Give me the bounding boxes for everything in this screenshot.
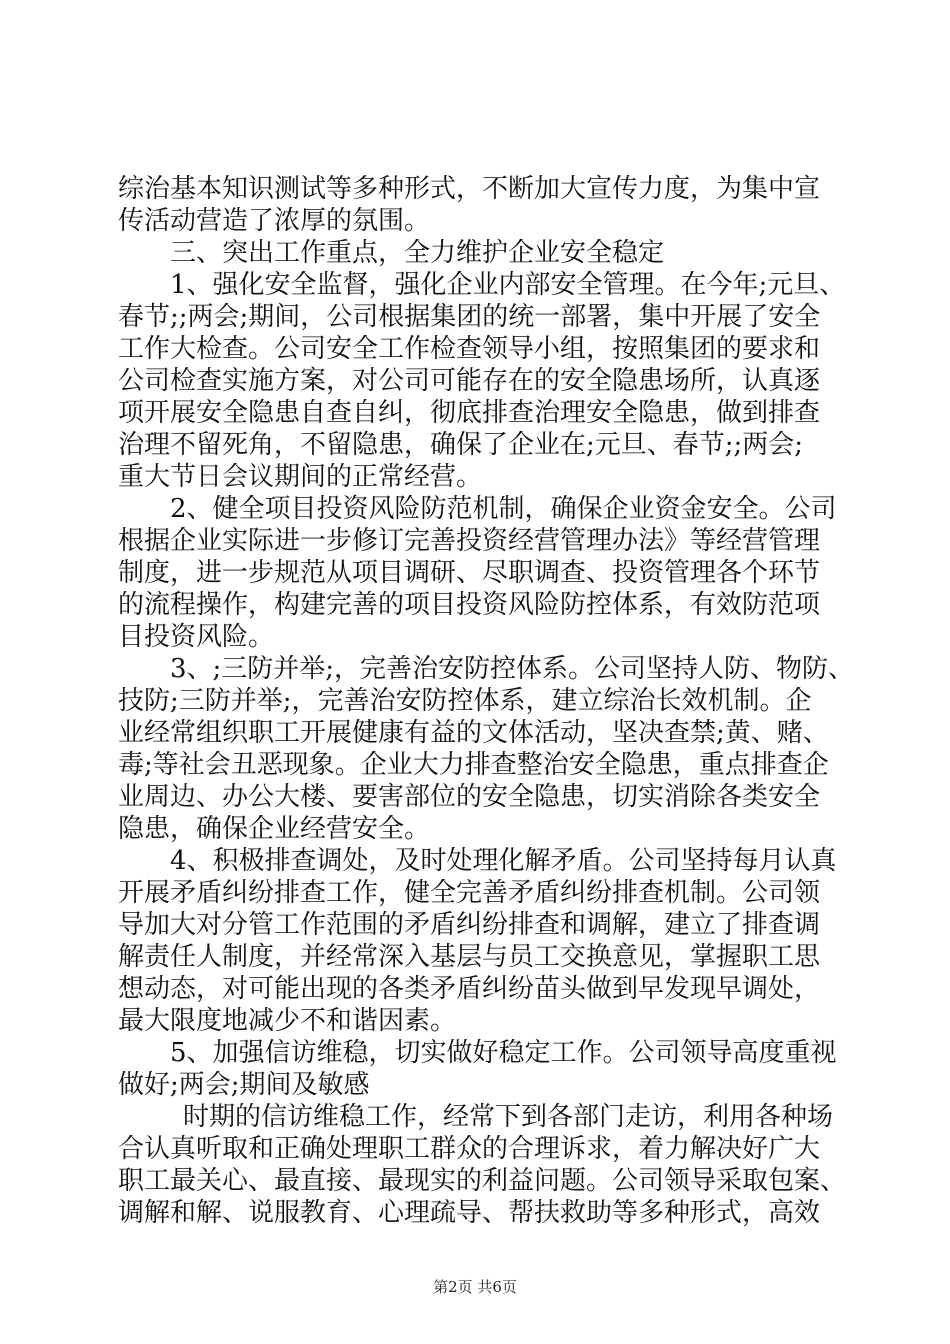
text-line: 毒;等社会丑恶现象。企业大力排查整治安全隐患，重点排查企 bbox=[118, 750, 829, 780]
text-line: 调解和解、说服教育、心理疏导、帮扶救助等多种形式，高效 bbox=[118, 1198, 821, 1228]
text-line: 合认真听取和正确处理职工群众的合理诉求，着力解决好广大 bbox=[118, 1134, 821, 1164]
text-line: 4、积极排查调处，及时处理化解矛盾。公司坚持每月认真 bbox=[170, 846, 837, 876]
text-line: 的流程操作，构建完善的项目投资风险防控体系，有效防范项 bbox=[118, 590, 821, 620]
text-line: 隐患，确保企业经营安全。 bbox=[118, 814, 431, 844]
text-line: 业经常组织职工开展健康有益的文体活动，坚决查禁;黄、赌、 bbox=[118, 718, 829, 748]
text-line: 3、;三防并举;，完善治安防控体系。公司坚持人防、物防、 bbox=[170, 654, 855, 684]
text-line: 重大节日会议期间的正常经营。 bbox=[118, 462, 483, 492]
section-heading: 三、突出工作重点，全力维护企业安全稳定 bbox=[170, 238, 665, 268]
text-line: 工作大检查。公司安全工作检查领导小组，按照集团的要求和 bbox=[118, 334, 821, 364]
page-number-footer: 第2页 共6页 bbox=[433, 1278, 517, 1296]
text-line: 导加大对分管工作范围的矛盾纠纷排查和调解，建立了排查调 bbox=[118, 910, 821, 940]
text-line: 传活动营造了浓厚的氛围。 bbox=[118, 206, 431, 236]
text-line: 想动态，对可能出现的各类矛盾纠纷苗头做到早发现早调处， bbox=[118, 974, 821, 1004]
text-line: 春节;;两会;期间，公司根据集团的统一部署，集中开展了安全 bbox=[118, 302, 821, 332]
text-line: 时期的信访维稳工作，经常下到各部门走访，利用各种场 bbox=[183, 1102, 834, 1132]
text-line: 目投资风险。 bbox=[118, 622, 275, 652]
text-line: 根据企业实际进一步修订完善投资经营管理办法》等经营管理 bbox=[118, 526, 821, 556]
text-line: 综治基本知识测试等多种形式，不断加大宣传力度，为集中宣 bbox=[118, 174, 821, 204]
text-line: 2、健全项目投资风险防范机制，确保企业资金安全。公司 bbox=[170, 494, 837, 524]
text-line: 制度，进一步规范从项目调研、尽职调查、投资管理各个环节 bbox=[118, 558, 821, 588]
text-line: 公司检查实施方案，对公司可能存在的安全隐患场所，认真逐 bbox=[118, 366, 821, 396]
text-line: 5、加强信访维稳，切实做好稳定工作。公司领导高度重视 bbox=[170, 1038, 837, 1068]
text-line: 治理不留死角，不留隐患，确保了企业在;元旦、春节;;两会; bbox=[118, 430, 804, 460]
text-line: 1、强化安全监督，强化企业内部安全管理。在今年;元旦、 bbox=[170, 270, 846, 300]
text-line: 职工最关心、最直接、最现实的利益问题。公司领导采取包案、 bbox=[118, 1166, 847, 1196]
text-line: 开展矛盾纠纷排查工作，健全完善矛盾纠纷排查机制。公司领 bbox=[118, 878, 821, 908]
text-line: 最大限度地减少不和谐因素。 bbox=[118, 1006, 457, 1036]
text-line: 项开展安全隐患自查自纠，彻底排查治理安全隐患，做到排查 bbox=[118, 398, 821, 428]
text-line: 做好;两会;期间及敏感 bbox=[118, 1070, 370, 1100]
text-line: 业周边、办公大楼、要害部位的安全隐患，切实消除各类安全 bbox=[118, 782, 821, 812]
text-line: 解责任人制度，并经常深入基层与员工交换意见，掌握职工思 bbox=[118, 942, 821, 972]
text-line: 技防;三防并举;，完善治安防控体系，建立综治长效机制。企 bbox=[118, 686, 812, 716]
